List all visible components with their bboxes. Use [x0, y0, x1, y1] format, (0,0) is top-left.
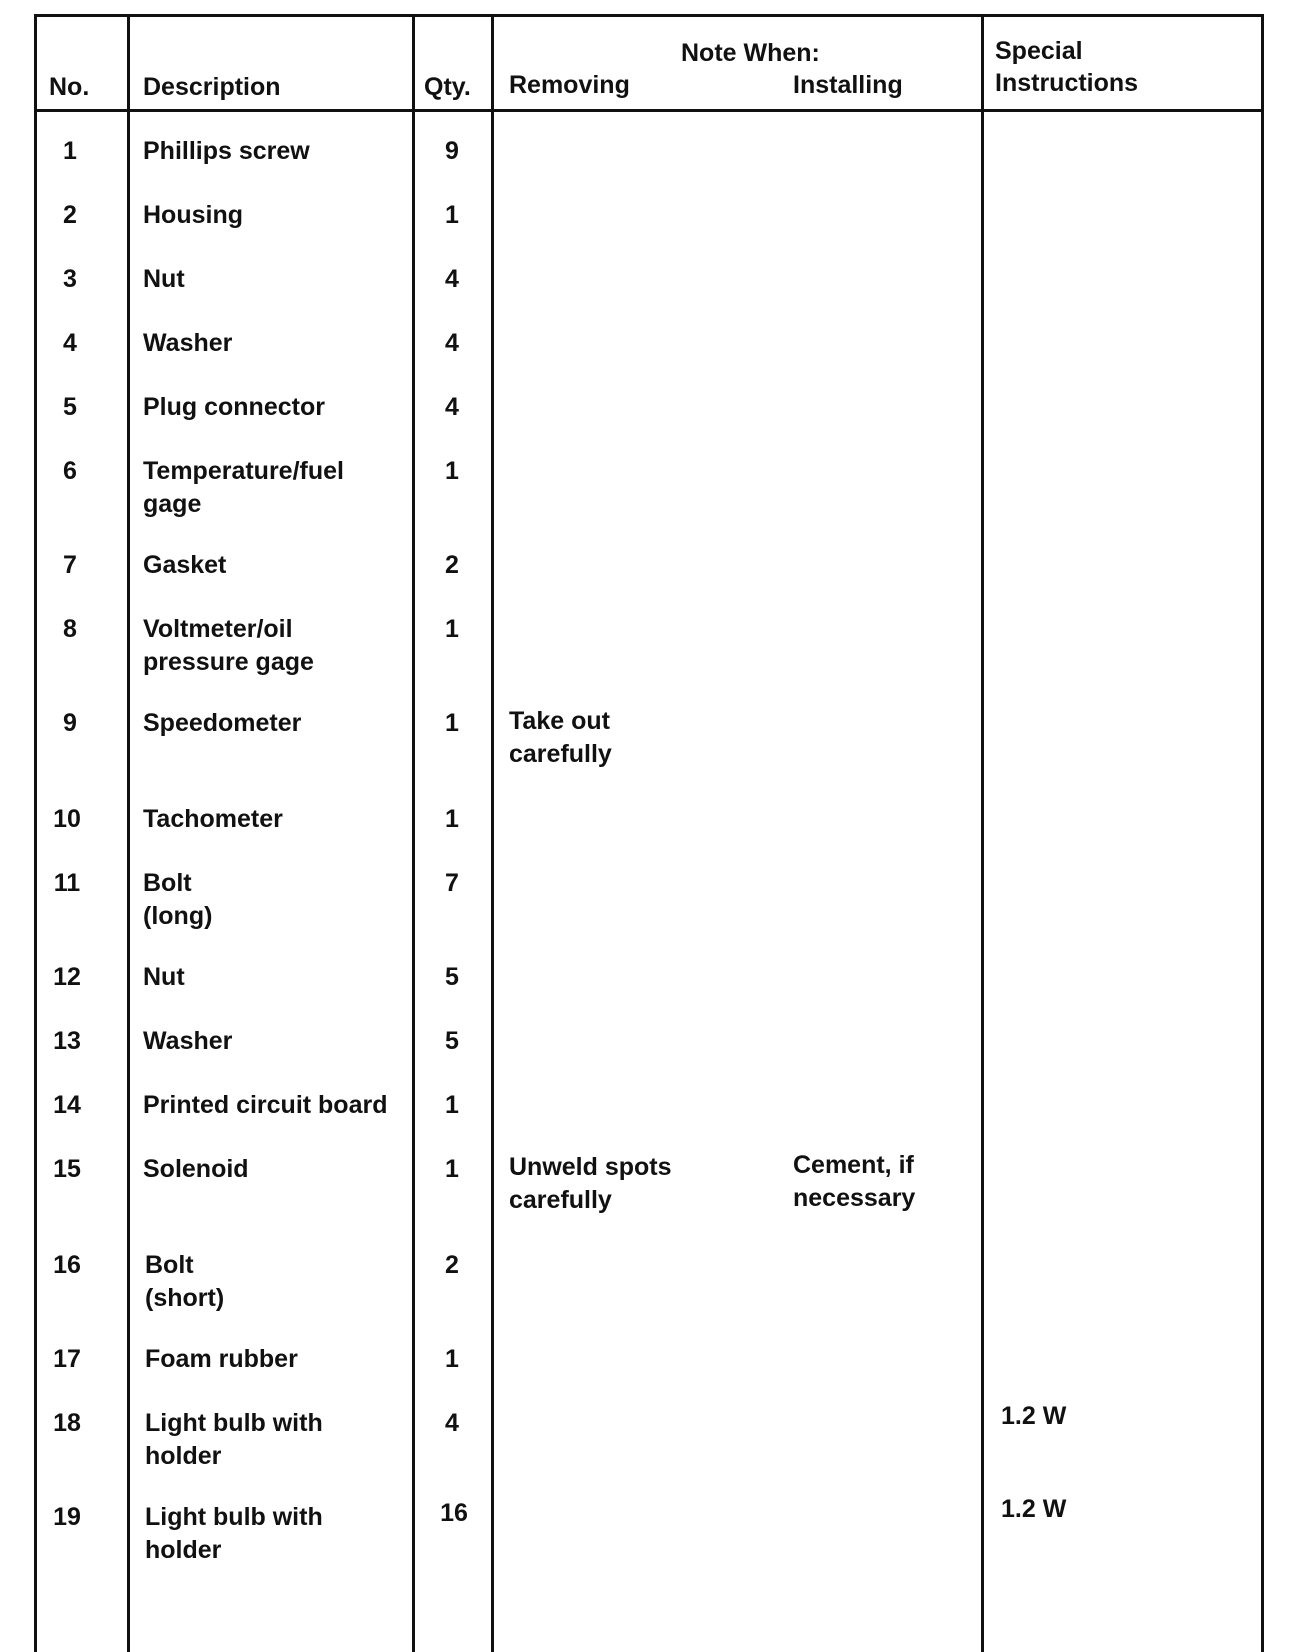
row-11-qty: 7 [445, 869, 459, 897]
row-18-no: 18 [53, 1409, 81, 1437]
column-divider [412, 17, 415, 1652]
row-19-no: 19 [53, 1503, 81, 1531]
row-7-description: Gasket [143, 551, 227, 579]
row-7-qty: 2 [445, 551, 459, 579]
row-10-description: Tachometer [143, 805, 283, 833]
row-12-no: 12 [53, 963, 81, 991]
row-6-no: 6 [63, 457, 77, 485]
row-5-qty: 4 [445, 393, 459, 421]
row-4-qty: 4 [445, 329, 459, 357]
row-2-qty: 1 [445, 201, 459, 229]
row-6-description: Temperature/fuel gage [143, 457, 344, 518]
row-13-description: Washer [143, 1027, 233, 1055]
row-11-no: 11 [53, 869, 81, 897]
row-10-no: 10 [53, 805, 81, 833]
column-divider [491, 17, 494, 1652]
row-19-qty: 16 [440, 1499, 468, 1527]
row-18-qty: 4 [445, 1409, 459, 1437]
row-15-description: Solenoid [143, 1155, 249, 1183]
row-1-qty: 9 [445, 137, 459, 165]
row-19-special: 1.2 W [1001, 1495, 1067, 1523]
row-4-description: Washer [143, 329, 233, 357]
row-17-no: 17 [53, 1345, 81, 1373]
header-qty: Qty. [424, 73, 471, 101]
parts-table [34, 14, 1264, 1652]
header-description: Description [143, 73, 281, 101]
row-12-description: Nut [143, 963, 185, 991]
row-5-no: 5 [63, 393, 77, 421]
row-9-qty: 1 [445, 709, 459, 737]
row-3-qty: 4 [445, 265, 459, 293]
row-3-no: 3 [63, 265, 77, 293]
row-9-removing: Take out carefully [509, 707, 612, 768]
header-special-instructions: Special Instructions [995, 37, 1139, 97]
row-18-description: Light bulb with holder [145, 1409, 323, 1470]
header-removing: Removing [509, 71, 630, 99]
row-5-description: Plug connector [143, 393, 325, 421]
row-16-no: 16 [53, 1251, 81, 1279]
row-1-description: Phillips screw [143, 137, 310, 165]
row-15-installing: Cement, if necessary [793, 1151, 916, 1212]
row-14-no: 14 [53, 1091, 81, 1119]
header-installing: Installing [793, 71, 903, 99]
row-15-removing: Unweld spots carefully [509, 1153, 672, 1214]
column-divider [981, 17, 984, 1652]
row-9-description: Speedometer [143, 709, 302, 737]
row-6-qty: 1 [445, 457, 459, 485]
row-16-description: Bolt (short) [145, 1251, 225, 1312]
row-10-qty: 1 [445, 805, 459, 833]
row-17-qty: 1 [445, 1345, 459, 1373]
row-14-description: Printed circuit board [143, 1091, 388, 1119]
row-11-description: Bolt (long) [143, 869, 213, 930]
row-17-description: Foam rubber [145, 1345, 298, 1373]
row-2-description: Housing [143, 201, 243, 229]
row-18-special: 1.2 W [1001, 1402, 1067, 1430]
header-divider [37, 109, 1261, 112]
row-12-qty: 5 [445, 963, 459, 991]
header-note-when: Note When: [681, 39, 820, 67]
row-8-qty: 1 [445, 615, 459, 643]
row-13-qty: 5 [445, 1027, 459, 1055]
column-divider [127, 17, 130, 1652]
header-no: No. [49, 73, 90, 101]
row-16-qty: 2 [445, 1251, 459, 1279]
row-7-no: 7 [63, 551, 77, 579]
row-8-no: 8 [63, 615, 77, 643]
row-14-qty: 1 [445, 1091, 459, 1119]
row-4-no: 4 [63, 329, 77, 357]
row-1-no: 1 [63, 137, 77, 165]
row-3-description: Nut [143, 265, 185, 293]
row-13-no: 13 [53, 1027, 81, 1055]
row-15-no: 15 [53, 1155, 81, 1183]
row-8-description: Voltmeter/oil pressure gage [143, 615, 314, 676]
row-2-no: 2 [63, 201, 77, 229]
row-9-no: 9 [63, 709, 77, 737]
row-19-description: Light bulb with holder [145, 1503, 323, 1564]
row-15-qty: 1 [445, 1155, 459, 1183]
